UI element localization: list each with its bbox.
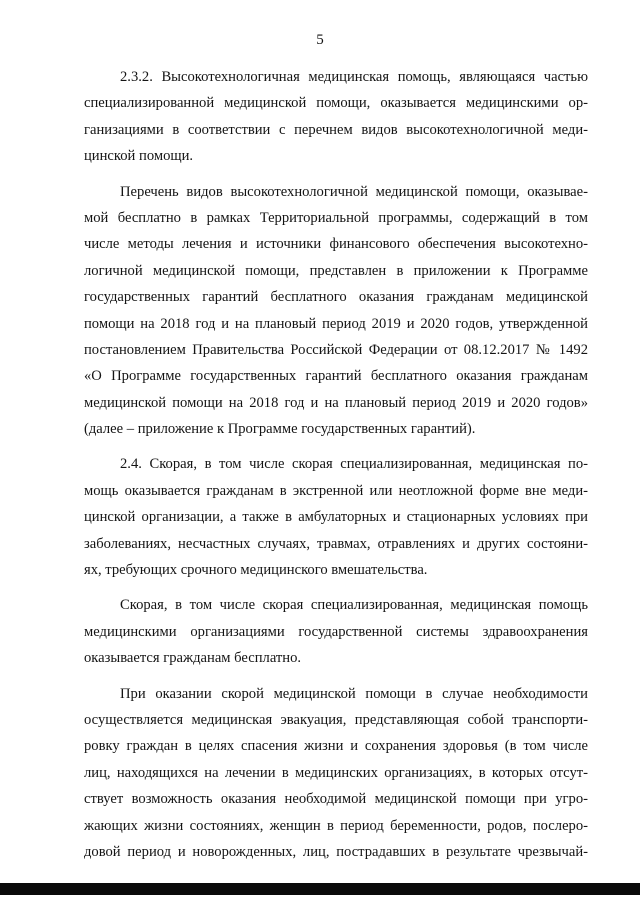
text-line: помощи на 2018 год и на плановый период 2019 и 2020 годов, утвержденной	[84, 315, 588, 332]
text-line: лиц, находящихся на лечении в медицинских организациях, в которых отсут-	[84, 764, 588, 781]
page-number: 5	[316, 32, 324, 48]
text-line: «О Программе государственных гарантий бесплатного оказания гражданам	[84, 368, 588, 385]
text-line: жающих жизни состояниях, женщин в период беременности, родов, послеро-	[84, 817, 588, 834]
text-line: ствует возможность оказания необходимой медицинской помощи при угро-	[84, 791, 588, 808]
text-line: заболеваниях, несчастных случаях, травмах, отравлениях и других состояни-	[84, 535, 588, 552]
text-line: медицинской помощи на 2018 год и на плановый период 2019 и 2020 годов»	[84, 394, 588, 411]
text-line: оказывается гражданам бесплатно.	[84, 650, 302, 667]
text-line: числе методы лечения и источники финансового обеспечения высокотехно-	[84, 236, 588, 253]
text-line: Скорая, в том числе скорая специализированная, медицинская помощь	[120, 597, 588, 614]
text-line: осуществляется медицинская эвакуация, представляющая собой транспорти-	[84, 711, 588, 728]
paragraph	[84, 179, 588, 443]
document-body	[84, 64, 588, 869]
text-line: Перечень видов высокотехнологичной медицинской помощи, оказывае-	[120, 183, 588, 200]
text-line: 2.3.2. Высокотехнологичная медицинская помощь, являющаяся частью	[120, 69, 588, 85]
paragraph	[84, 451, 588, 583]
text-line: специализированной медицинской помощи, оказывается медицинскими ор-	[84, 95, 588, 112]
text-line: постановлением Правительства Российской Федерации от 08.12.2017 № 1492	[84, 341, 588, 358]
text-line: ровку граждан в целях спасения жизни и сохранения здоровья (в том числе	[84, 738, 588, 755]
scan-bottom-edge	[0, 883, 640, 895]
text-line: цинской организации, а также в амбулаторных и стационарных условиях при	[84, 509, 588, 526]
paragraph	[84, 681, 588, 866]
text-line: (далее – приложение к Программе государственных гарантий).	[84, 421, 476, 438]
text-line: довой период и новорожденных, лиц, пострадавших в результате чрезвычай-	[84, 843, 588, 860]
text-line: 2.4. Скорая, в том числе скорая специализированная, медицинская по-	[120, 456, 588, 473]
text-line: логичной медицинской помощи, представлен в приложении к Программе	[84, 262, 588, 279]
text-line: ях, требующих срочного медицинского вмешательства.	[84, 562, 428, 579]
text-line: мой бесплатно в рамках Территориальной программы, содержащий в том	[84, 209, 588, 226]
text-line: мощь оказывается гражданам в экстренной или неотложной форме вне меди-	[84, 482, 588, 499]
text-line: При оказании скорой медицинской помощи в случае необходимости	[120, 685, 588, 702]
text-line: государственных гарантий бесплатного оказания гражданам медицинской	[84, 289, 588, 306]
text-line: медицинскими организациями государственной системы здравоохранения	[84, 623, 588, 640]
paragraph	[84, 64, 588, 170]
text-line: ганизациями в соответствии с перечнем видов высокотехнологичной меди-	[84, 121, 588, 138]
paragraph	[84, 592, 588, 671]
text-line: цинской помощи.	[84, 148, 194, 165]
